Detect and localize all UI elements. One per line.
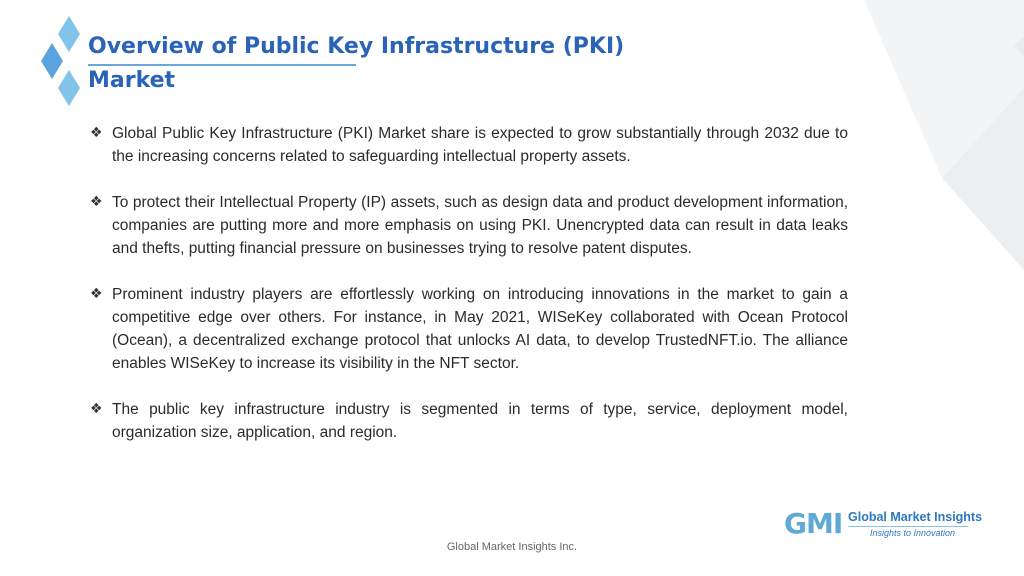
bullet-text: The public key infrastructure industry is segmented in terms of type, service, deployment model, organization size, application, and region. <box>112 401 848 441</box>
logo-mark: GMI <box>784 507 843 540</box>
company-logo <box>784 506 984 546</box>
bullet-item <box>90 122 848 168</box>
bullet-text: Prominent industry players are effortlessly working on introducing innovations in the market to gain a competitive edge over others. For instance, in May 2021, WISeKey collaborated with Ocean Protocol (Ocean), a decentralized exchange protocol that unlocks AI data, to develop TrustedNFT.io. The alliance enables WISeKey to increase its visibility in the NFT sector. <box>112 286 848 372</box>
bullet-diamond-icon: ❖ <box>90 286 103 302</box>
logo-divider <box>848 526 968 527</box>
bullet-item <box>90 191 848 260</box>
bullet-diamond-icon: ❖ <box>90 194 103 210</box>
bullet-text: Global Public Key Infrastructure (PKI) Market share is expected to grow substantially through 2032 due to the increasing concerns related to safeguarding intellectual property assets. <box>112 125 848 165</box>
bullet-diamond-icon: ❖ <box>90 125 103 141</box>
footer-text: Global Market Insights Inc. <box>446 541 578 553</box>
page-title: Overview of Public Key Infrastructure (PKI) Market <box>88 34 625 93</box>
bullet-diamond-icon: ❖ <box>90 401 103 417</box>
bullet-list <box>90 122 848 467</box>
logo-name: Global Market Insights <box>848 510 983 524</box>
title-underline <box>88 64 356 66</box>
bullet-item <box>90 283 848 375</box>
logo-tagline: Insights to Innovation <box>870 528 956 538</box>
bullet-item <box>90 398 848 444</box>
bullet-text: To protect their Intellectual Property (IP) assets, such as design data and product development information, companies are putting more and more emphasis on using PKI. Unencrypted data can result in data leaks and thefts, putting financial pressure on businesses trying to resolve patent disputes. <box>112 194 848 257</box>
title-diamond-icon <box>36 14 86 108</box>
